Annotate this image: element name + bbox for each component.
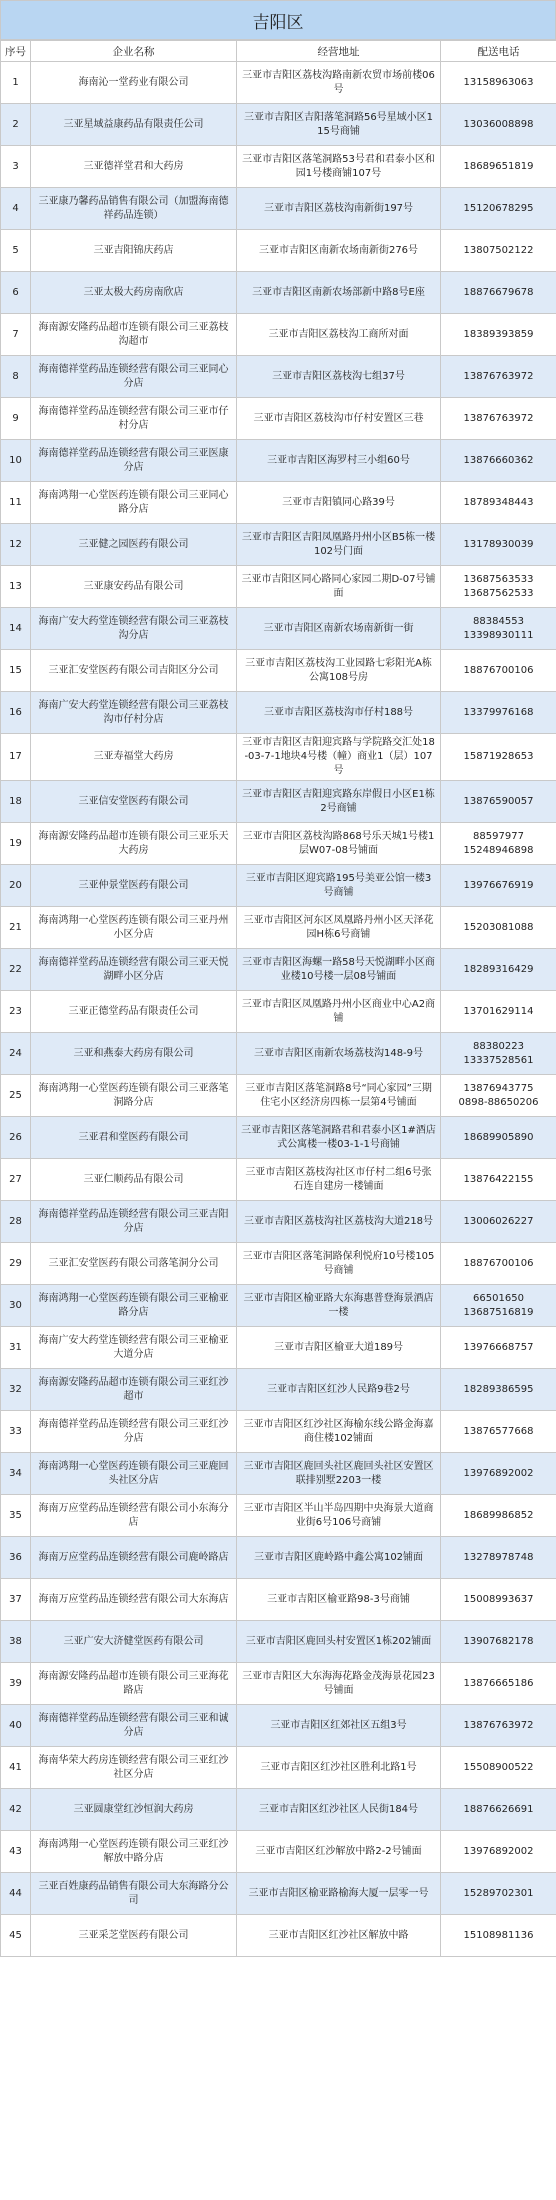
- business-address: 三亚市吉阳区荔枝沟路868号乐天城1号楼1层W07-08号铺面: [237, 823, 441, 865]
- phone-number: 13876943775: [463, 1082, 534, 1094]
- row-number: 10: [1, 440, 31, 482]
- row-number: 32: [1, 1369, 31, 1411]
- phone-number: 15120678295: [463, 202, 534, 214]
- row-number: 9: [1, 398, 31, 440]
- phone-number: 15248946898: [463, 844, 534, 856]
- table-row: [1, 62, 556, 104]
- table-row: [1, 230, 556, 272]
- phone-number: 13976892002: [463, 1845, 534, 1857]
- table-row: [1, 1117, 556, 1159]
- table-row: [1, 1873, 556, 1915]
- company-name: 三亚百姓康药品销售有限公司大东海路分公司: [31, 1873, 237, 1915]
- business-address: 三亚市吉阳区海螺一路58号天悦湖畔小区商业楼10号楼一层08号铺面: [237, 949, 441, 991]
- business-address: 三亚市吉阳区榆亚路榆海大厦一层零一号: [237, 1873, 441, 1915]
- delivery-phone: [441, 865, 556, 907]
- company-name: 海南万应堂药品连锁经营有限公司小东海分店: [31, 1495, 237, 1537]
- business-address: 三亚市吉阳镇同心路39号: [237, 482, 441, 524]
- header-no: 序号: [1, 41, 31, 62]
- row-number: 45: [1, 1915, 31, 1957]
- phone-number: 18389393859: [463, 328, 534, 340]
- table-row: [1, 991, 556, 1033]
- business-address: 三亚市吉阳区半山半岛四期中央海景大道商业街6号106号商铺: [237, 1495, 441, 1537]
- table-row: [1, 524, 556, 566]
- business-address: 三亚市吉阳区迎宾路195号美亚公馆一楼3号商铺: [237, 865, 441, 907]
- phone-number: 13876577668: [463, 1425, 534, 1437]
- phone-number: 13036008898: [463, 118, 534, 130]
- phone-number: 15203081088: [463, 921, 534, 933]
- company-name: 三亚康安药品有限公司: [31, 566, 237, 608]
- business-address: 三亚市吉阳区红沙解放中路2-2号铺面: [237, 1831, 441, 1873]
- table-row: [1, 1705, 556, 1747]
- row-number: 27: [1, 1159, 31, 1201]
- row-number: 20: [1, 865, 31, 907]
- delivery-phone: [441, 1537, 556, 1579]
- phone-number: 13687563533: [463, 573, 534, 585]
- delivery-phone: [441, 314, 556, 356]
- phone-number: 88384553: [473, 615, 524, 627]
- delivery-phone: [441, 1411, 556, 1453]
- phone-number: 13876763972: [463, 370, 534, 382]
- phone-number: 13701629114: [463, 1005, 534, 1017]
- table-header-row: [1, 41, 556, 62]
- company-name: 海南广安大药堂连锁经营有限公司三亚荔枝沟市仔村分店: [31, 692, 237, 734]
- company-name: 三亚君和堂医药有限公司: [31, 1117, 237, 1159]
- business-address: 三亚市吉阳区荔枝沟社区市仔村二组6号张石连自建房一楼铺面: [237, 1159, 441, 1201]
- row-number: 35: [1, 1495, 31, 1537]
- delivery-phone: [441, 692, 556, 734]
- business-address: 三亚市吉阳区红沙人民路9巷2号: [237, 1369, 441, 1411]
- company-name: 海南德祥堂药品连锁经营有限公司三亚市仔村分店: [31, 398, 237, 440]
- phone-number: 13876665186: [463, 1677, 534, 1689]
- phone-number: 13976892002: [463, 1467, 534, 1479]
- phone-number: 13278978748: [463, 1551, 534, 1563]
- row-number: 17: [1, 734, 31, 781]
- row-number: 15: [1, 650, 31, 692]
- delivery-phone: [441, 907, 556, 949]
- business-address: 三亚市吉阳区榆亚路大东海惠普登海景酒店一楼: [237, 1285, 441, 1327]
- row-number: 6: [1, 272, 31, 314]
- delivery-phone: [441, 734, 556, 781]
- company-name: 海南德祥堂药品连锁经营有限公司三亚医康分店: [31, 440, 237, 482]
- company-name: 海南鸿翔一心堂医药连锁有限公司三亚同心路分店: [31, 482, 237, 524]
- company-name: 三亚康乃馨药品销售有限公司（加盟海南德祥药品连锁）: [31, 188, 237, 230]
- table-row: [1, 398, 556, 440]
- table-row: [1, 692, 556, 734]
- phone-number: 13907682178: [463, 1635, 534, 1647]
- business-address: 三亚市吉阳区落笔洞路保利悦府10号楼105号商铺: [237, 1243, 441, 1285]
- phone-number: 13976676919: [463, 879, 534, 891]
- phone-number: 13876422155: [463, 1173, 534, 1185]
- phone-number: 18876700106: [463, 1257, 534, 1269]
- row-number: 7: [1, 314, 31, 356]
- delivery-phone: [441, 1495, 556, 1537]
- company-name: 海南万应堂药品连锁经营有限公司大东海店: [31, 1579, 237, 1621]
- phone-number: 88597977: [473, 830, 524, 842]
- table-row: [1, 1453, 556, 1495]
- row-number: 19: [1, 823, 31, 865]
- row-number: 11: [1, 482, 31, 524]
- row-number: 39: [1, 1663, 31, 1705]
- phone-number: 13876763972: [463, 1719, 534, 1731]
- company-name: 三亚德祥堂君和大药房: [31, 146, 237, 188]
- table-row: [1, 1915, 556, 1957]
- phone-number: 18689905890: [463, 1131, 534, 1143]
- row-number: 31: [1, 1327, 31, 1369]
- delivery-phone: [441, 1117, 556, 1159]
- row-number: 36: [1, 1537, 31, 1579]
- business-address: 三亚市吉阳区落笔洞路8号“同心家园”三期住宅小区经济房四栋一层第4号铺面: [237, 1075, 441, 1117]
- phone-number: 13006026227: [463, 1215, 534, 1227]
- company-name: 海南源安隆药品超市连锁有限公司三亚红沙超市: [31, 1369, 237, 1411]
- table-row: [1, 865, 556, 907]
- business-address: 三亚市吉阳区红沙社区人民街184号: [237, 1789, 441, 1831]
- row-number: 23: [1, 991, 31, 1033]
- row-number: 37: [1, 1579, 31, 1621]
- delivery-phone: [441, 188, 556, 230]
- row-number: 8: [1, 356, 31, 398]
- company-name: 三亚广安大济健堂医药有限公司: [31, 1621, 237, 1663]
- delivery-phone: [441, 62, 556, 104]
- row-number: 28: [1, 1201, 31, 1243]
- delivery-phone: [441, 1621, 556, 1663]
- phone-number: 18876626691: [463, 1803, 534, 1815]
- phone-number: 66501650: [473, 1292, 524, 1304]
- business-address: 三亚市吉阳区海罗村三小组60号: [237, 440, 441, 482]
- table-row: [1, 650, 556, 692]
- business-address: 三亚市吉阳区落笔洞路君和君泰小区1#酒店式公寓楼一楼03-1-1号商铺: [237, 1117, 441, 1159]
- table-row: [1, 949, 556, 991]
- delivery-phone: [441, 230, 556, 272]
- row-number: 14: [1, 608, 31, 650]
- row-number: 42: [1, 1789, 31, 1831]
- business-address: 三亚市吉阳区荔枝沟社区荔枝沟大道218号: [237, 1201, 441, 1243]
- company-name: 三亚圆康堂红沙恒润大药房: [31, 1789, 237, 1831]
- table-row: [1, 1327, 556, 1369]
- delivery-phone: [441, 949, 556, 991]
- table-row: [1, 1747, 556, 1789]
- row-number: 29: [1, 1243, 31, 1285]
- company-name: 三亚汇安堂医药有限公司落笔洞分公司: [31, 1243, 237, 1285]
- table-row: [1, 1159, 556, 1201]
- header-address: 经营地址: [237, 41, 441, 62]
- delivery-phone: [441, 1663, 556, 1705]
- phone-number: 13687562533: [463, 587, 534, 599]
- company-name: 三亚太极大药房南欣店: [31, 272, 237, 314]
- company-name: 海南鸿翔一心堂医药连锁有限公司三亚红沙解放中路分店: [31, 1831, 237, 1873]
- phone-number: 13876660362: [463, 454, 534, 466]
- delivery-phone: [441, 1075, 556, 1117]
- table-row: [1, 1495, 556, 1537]
- table-row: [1, 104, 556, 146]
- company-name: 海南华荣大药房连锁经营有限公司三亚红沙社区分店: [31, 1747, 237, 1789]
- phone-number: 13687516819: [463, 1306, 534, 1318]
- company-name: 三亚汇安堂医药有限公司吉阳区分公司: [31, 650, 237, 692]
- table-row: [1, 440, 556, 482]
- delivery-phone: [441, 1159, 556, 1201]
- company-name: 三亚仁顺药品有限公司: [31, 1159, 237, 1201]
- business-address: 三亚市吉阳区南新农场荔枝沟148-9号: [237, 1033, 441, 1075]
- company-name: 三亚吉阳锦庆药店: [31, 230, 237, 272]
- table-row: [1, 1033, 556, 1075]
- delivery-phone: [441, 1831, 556, 1873]
- row-number: 43: [1, 1831, 31, 1873]
- table-row: [1, 1621, 556, 1663]
- row-number: 3: [1, 146, 31, 188]
- row-number: 12: [1, 524, 31, 566]
- row-number: 34: [1, 1453, 31, 1495]
- delivery-phone: [441, 1915, 556, 1957]
- company-name: 海南万应堂药品连锁经营有限公司鹿岭路店: [31, 1537, 237, 1579]
- phone-number: 18789348443: [463, 496, 534, 508]
- phone-number: 18689986852: [463, 1509, 534, 1521]
- table-row: [1, 1369, 556, 1411]
- company-name: 海南沁一堂药业有限公司: [31, 62, 237, 104]
- phone-number: 18289316429: [463, 963, 534, 975]
- delivery-phone: [441, 1705, 556, 1747]
- business-address: 三亚市吉阳区河东区凤凰路丹州小区天泽花园H栋6号商铺: [237, 907, 441, 949]
- phone-number: 13337528561: [463, 1054, 534, 1066]
- row-number: 44: [1, 1873, 31, 1915]
- delivery-phone: [441, 1747, 556, 1789]
- company-name: 三亚和燕泰大药房有限公司: [31, 1033, 237, 1075]
- table-row: [1, 356, 556, 398]
- table-row: [1, 1663, 556, 1705]
- delivery-phone: [441, 1453, 556, 1495]
- company-name: 三亚星域益康药品有限责任公司: [31, 104, 237, 146]
- district-title: 吉阳区: [0, 0, 556, 40]
- business-address: 三亚市吉阳区凤凰路丹州小区商业中心A2商铺: [237, 991, 441, 1033]
- pharmacy-table: [0, 40, 556, 1957]
- company-name: 海南鸿翔一心堂医药连锁有限公司三亚丹州小区分店: [31, 907, 237, 949]
- delivery-phone: [441, 1579, 556, 1621]
- phone-number: 88380223: [473, 1040, 524, 1052]
- delivery-phone: [441, 991, 556, 1033]
- business-address: 三亚市吉阳区吉阳落笔洞路56号星域小区115号商铺: [237, 104, 441, 146]
- phone-number: 15871928653: [463, 751, 534, 762]
- table-row: [1, 823, 556, 865]
- phone-number: 15289702301: [463, 1887, 534, 1899]
- delivery-phone: [441, 398, 556, 440]
- delivery-phone: [441, 1873, 556, 1915]
- table-row: [1, 1201, 556, 1243]
- business-address: 三亚市吉阳区红沙社区胜利北路1号: [237, 1747, 441, 1789]
- phone-number: 13379976168: [463, 706, 534, 718]
- business-address: 三亚市吉阳区吉阳凤凰路丹州小区B5栋一楼102号门面: [237, 524, 441, 566]
- row-number: 16: [1, 692, 31, 734]
- company-name: 海南源安隆药品超市连锁有限公司三亚海花路店: [31, 1663, 237, 1705]
- phone-number: 13876590057: [463, 795, 534, 807]
- company-name: 海南鸿翔一心堂医药连锁有限公司三亚榆亚路分店: [31, 1285, 237, 1327]
- business-address: 三亚市吉阳区落笔洞路53号君和君泰小区和园1号楼商铺107号: [237, 146, 441, 188]
- business-address: 三亚市吉阳区大东海海花路金茂海景花园23号铺面: [237, 1663, 441, 1705]
- row-number: 21: [1, 907, 31, 949]
- table-body: [1, 62, 556, 1957]
- delivery-phone: [441, 146, 556, 188]
- delivery-phone: [441, 1369, 556, 1411]
- company-name: 三亚信安堂医药有限公司: [31, 781, 237, 823]
- delivery-phone: [441, 1243, 556, 1285]
- table-row: [1, 1579, 556, 1621]
- phone-number: 13807502122: [463, 244, 534, 256]
- business-address: 三亚市吉阳区红沙社区解放中路: [237, 1915, 441, 1957]
- phone-number: 15108981136: [463, 1929, 534, 1941]
- company-name: 三亚正德堂药品有限责任公司: [31, 991, 237, 1033]
- company-name: 海南鸿翔一心堂医药连锁有限公司三亚落笔洞路分店: [31, 1075, 237, 1117]
- business-address: 三亚市吉阳区荔枝沟路南新农贸市场前楼06号: [237, 62, 441, 104]
- company-name: 海南德祥堂药品连锁经营有限公司三亚红沙分店: [31, 1411, 237, 1453]
- row-number: 24: [1, 1033, 31, 1075]
- business-address: 三亚市吉阳区南新农场部新中路8号E座: [237, 272, 441, 314]
- table-row: [1, 272, 556, 314]
- delivery-phone: [441, 1033, 556, 1075]
- business-address: 三亚市吉阳区南新农场南新街一街: [237, 608, 441, 650]
- phone-number: 18289386595: [463, 1383, 534, 1395]
- phone-number: 18876700106: [463, 664, 534, 676]
- row-number: 25: [1, 1075, 31, 1117]
- delivery-phone: [441, 524, 556, 566]
- table-row: [1, 482, 556, 524]
- delivery-phone: [441, 608, 556, 650]
- delivery-phone: [441, 440, 556, 482]
- table-row: [1, 1789, 556, 1831]
- business-address: 三亚市吉阳区榆亚大道189号: [237, 1327, 441, 1369]
- row-number: 18: [1, 781, 31, 823]
- company-name: 海南德祥堂药品连锁经营有限公司三亚同心分店: [31, 356, 237, 398]
- business-address: 三亚市吉阳区吉阳迎宾路与学院路交汇处18-03-7-1地块4号楼（幢）商业1（层）107号: [237, 734, 441, 781]
- table-row: [1, 1285, 556, 1327]
- row-number: 40: [1, 1705, 31, 1747]
- table-row: [1, 608, 556, 650]
- business-address: 三亚市吉阳区荔枝沟工业园路七彩阳光A栋公寓108号房: [237, 650, 441, 692]
- delivery-phone: [441, 566, 556, 608]
- row-number: 1: [1, 62, 31, 104]
- business-address: 三亚市吉阳区荔枝沟七组37号: [237, 356, 441, 398]
- table-row: [1, 1411, 556, 1453]
- table-row: [1, 734, 556, 781]
- company-name: 海南鸿翔一心堂医药连锁有限公司三亚鹿回头社区分店: [31, 1453, 237, 1495]
- delivery-phone: [441, 823, 556, 865]
- delivery-phone: [441, 1285, 556, 1327]
- delivery-phone: [441, 1327, 556, 1369]
- row-number: 13: [1, 566, 31, 608]
- delivery-phone: [441, 272, 556, 314]
- delivery-phone: [441, 482, 556, 524]
- business-address: 三亚市吉阳区南新农场南新街276号: [237, 230, 441, 272]
- company-name: 海南源安隆药品超市连锁有限公司三亚荔枝沟超市: [31, 314, 237, 356]
- row-number: 38: [1, 1621, 31, 1663]
- row-number: 2: [1, 104, 31, 146]
- company-name: 三亚采芝堂医药有限公司: [31, 1915, 237, 1957]
- business-address: 三亚市吉阳区鹿回头社区鹿回头社区安置区联排别墅2203一楼: [237, 1453, 441, 1495]
- table-row: [1, 1075, 556, 1117]
- header-name: 企业名称: [31, 41, 237, 62]
- table-row: [1, 907, 556, 949]
- table-row: [1, 146, 556, 188]
- delivery-phone: [441, 650, 556, 692]
- row-number: 41: [1, 1747, 31, 1789]
- phone-number: 15508900522: [463, 1761, 534, 1773]
- company-name: 三亚寿福堂大药房: [31, 734, 237, 781]
- table-row: [1, 1831, 556, 1873]
- business-address: 三亚市吉阳区同心路同心家园二期D-07号铺面: [237, 566, 441, 608]
- row-number: 5: [1, 230, 31, 272]
- table-row: [1, 1243, 556, 1285]
- company-name: 海南广安大药堂连锁经营有限公司三亚榆亚大道分店: [31, 1327, 237, 1369]
- table-row: [1, 566, 556, 608]
- row-number: 26: [1, 1117, 31, 1159]
- row-number: 22: [1, 949, 31, 991]
- delivery-phone: [441, 1201, 556, 1243]
- row-number: 30: [1, 1285, 31, 1327]
- phone-number: 13158963063: [463, 76, 534, 88]
- table-row: [1, 1537, 556, 1579]
- company-name: 三亚健之园医药有限公司: [31, 524, 237, 566]
- business-address: 三亚市吉阳区荔枝沟市仔村188号: [237, 692, 441, 734]
- delivery-phone: [441, 1789, 556, 1831]
- business-address: 三亚市吉阳区鹿岭路中鑫公寓102铺面: [237, 1537, 441, 1579]
- delivery-phone: [441, 104, 556, 146]
- phone-number: 18876679678: [463, 286, 534, 298]
- business-address: 三亚市吉阳区红沙社区海榆东线公路金海嘉商住楼102铺面: [237, 1411, 441, 1453]
- phone-number: 13178930039: [463, 538, 534, 550]
- business-address: 三亚市吉阳区榆亚路98-3号商铺: [237, 1579, 441, 1621]
- row-number: 33: [1, 1411, 31, 1453]
- header-phone: 配送电话: [441, 41, 556, 62]
- company-name: 海南源安隆药品超市连锁有限公司三亚乐天大药房: [31, 823, 237, 865]
- company-name: 海南德祥堂药品连锁经营有限公司三亚和诚分店: [31, 1705, 237, 1747]
- business-address: 三亚市吉阳区荔枝沟工商所对面: [237, 314, 441, 356]
- phone-number: 18689651819: [463, 160, 534, 172]
- phone-number: 0898-88650206: [458, 1096, 539, 1108]
- row-number: 4: [1, 188, 31, 230]
- business-address: 三亚市吉阳区荔枝沟市仔村安置区三巷: [237, 398, 441, 440]
- business-address: 三亚市吉阳区吉阳迎宾路东岸假日小区E1栋2号商铺: [237, 781, 441, 823]
- company-name: 海南德祥堂药品连锁经营有限公司三亚天悦湖畔小区分店: [31, 949, 237, 991]
- delivery-phone: [441, 356, 556, 398]
- business-address: 三亚市吉阳区红郊社区五组3号: [237, 1705, 441, 1747]
- phone-number: 15008993637: [463, 1593, 534, 1605]
- phone-number: 13876763972: [463, 412, 534, 424]
- business-address: 三亚市吉阳区鹿回头村安置区1栋202铺面: [237, 1621, 441, 1663]
- table-row: [1, 314, 556, 356]
- table-row: [1, 781, 556, 823]
- company-name: 三亚仲景堂医药有限公司: [31, 865, 237, 907]
- phone-number: 13976668757: [463, 1341, 534, 1353]
- company-name: 海南广安大药堂连锁经营有限公司三亚荔枝沟分店: [31, 608, 237, 650]
- company-name: 海南德祥堂药品连锁经营有限公司三亚吉阳分店: [31, 1201, 237, 1243]
- delivery-phone: [441, 781, 556, 823]
- table-row: [1, 188, 556, 230]
- phone-number: 13398930111: [463, 629, 534, 641]
- business-address: 三亚市吉阳区荔枝沟南新街197号: [237, 188, 441, 230]
